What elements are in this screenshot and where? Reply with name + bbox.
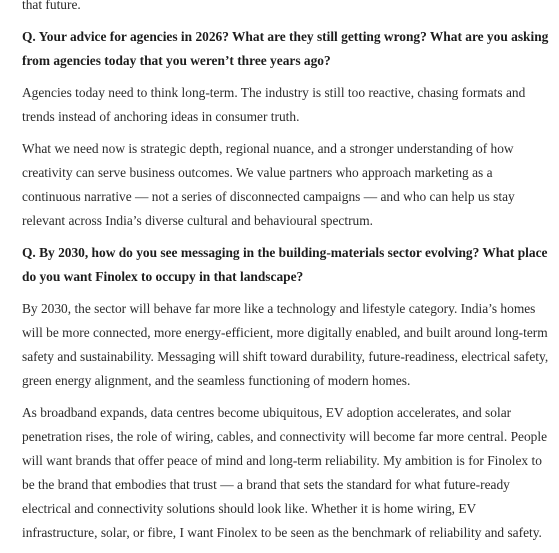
question-agencies-2026: Q. Your advice for agencies in 2026? What are they still getting wrong? What are you asking from agencies today that you weren’t three years ago? [22,29,549,68]
answer-paragraph: What we need now is strategic depth, regional nuance, and a stronger understanding of how creativity can serve business outcomes. We value partners who approach marketing as a continuous narrative — not a series of disconnected campaigns — and who can help us stay relevant across India’s diverse cultural and behavioural spectrum. [22,141,515,228]
answer-paragraph: By 2030, the sector will behave far more like a technology and lifestyle category. India’s homes will be more connected, more energy-efficient, more digitally enabled, and built around long-term safety and sustainability. Messaging will shift toward durability, future-readiness, electrical safety, green energy alignment, and the seamless functioning of modern homes. [22,301,549,388]
answer-paragraph: Agencies today need to think long-term. The industry is still too reactive, chasing formats and trends instead of anchoring ideas in consumer truth. [22,85,526,124]
question-messaging-2030: Q. By 2030, how do you see messaging in the building-materials sector evolving? What place do you want Finolex to occupy in that landscape? [22,245,548,284]
lead-fragment: that future. [22,0,81,12]
article-body [22,0,552,553]
answer-paragraph: As broadband expands, data centres become ubiquitous, EV adoption accelerates, and solar penetration rises, the role of wiring, cables, and connectivity will become far more central. People will want brands that offer peace of mind and long-term reliability. My ambition is for Finolex to be the brand that embodies that trust — a brand that sets the standard for what future-ready electrical and connectivity solutions should look like. Whether it is home wiring, EV infrastructure, solar, or fibre, I want Finolex to be seen as the benchmark of reliability and safety. [22,405,548,540]
